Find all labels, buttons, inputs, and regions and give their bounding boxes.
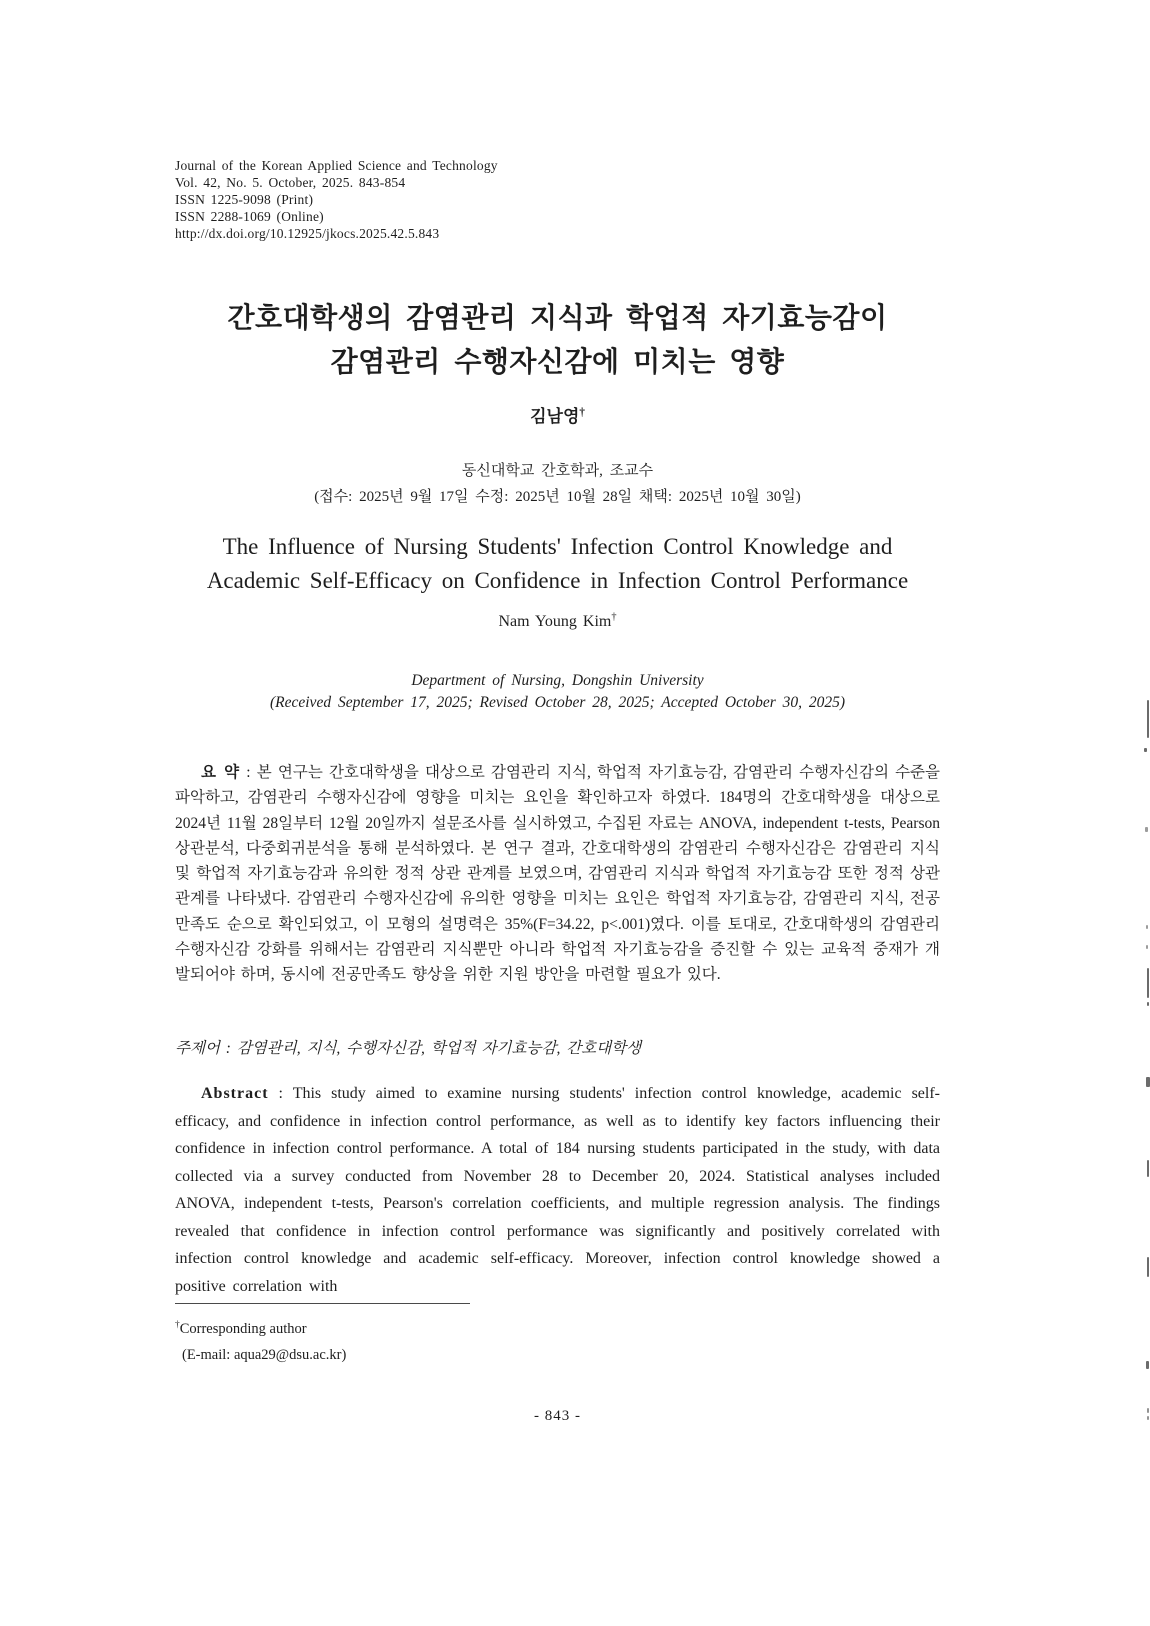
korean-abstract <box>175 760 940 988</box>
korean-dates-line: (접수: 2025년 9월 17일 수정: 2025년 10월 28일 채택: 2025년 10월 30일) <box>314 489 801 505</box>
korean-abstract-separator: : <box>240 764 257 781</box>
corresponding-author-line <box>175 1316 940 1342</box>
korean-title-line1: 간호대학생의 감염관리 지식과 학업적 자기효능감이 <box>227 303 888 334</box>
journal-issn-print-line: ISSN 1225-9098 (Print) <box>175 192 314 207</box>
korean-author <box>175 402 940 427</box>
korean-title <box>175 297 940 385</box>
page-number: - 843 - <box>534 1408 581 1424</box>
english-dates-line: (Received September 17, 2025; Revised October 28, 2025; Accepted October 30, 2025) <box>269 694 846 711</box>
scan-edge-artifact <box>1146 925 1149 929</box>
scan-edge-artifact <box>1147 1160 1150 1177</box>
scan-edge-artifact <box>1147 1257 1150 1277</box>
dagger-mark: † <box>579 406 585 419</box>
scan-edge-artifact <box>1147 1002 1150 1006</box>
english-abstract-separator: : <box>268 1085 293 1102</box>
scan-edge-artifact <box>1147 700 1150 738</box>
footnote <box>175 1316 940 1368</box>
english-title-line1: The Influence of Nursing Students' Infection Control Knowledge and <box>222 534 893 559</box>
dagger-mark: † <box>175 1320 180 1331</box>
scan-edge-artifact <box>1145 827 1148 832</box>
scan-edge-artifact <box>1146 945 1149 949</box>
journal-issn-online-line: ISSN 2288-1069 (Online) <box>175 209 324 224</box>
korean-keywords: 주제어 : 감염관리, 지식, 수행자신감, 학업적 자기효능감, 간호대학생 <box>175 1040 642 1057</box>
journal-title-line: Journal of the Korean Applied Science and Technology <box>175 158 498 173</box>
english-title <box>175 530 940 598</box>
corresponding-email-line: (E-mail: aqua29@dsu.ac.kr) <box>182 1347 347 1363</box>
scan-edge-artifact <box>1146 1361 1149 1369</box>
korean-affiliation: 동신대학교 간호학과, 조교수 <box>461 463 654 479</box>
english-abstract-body: This study aimed to examine nursing students' infection control knowledge, academic self-efficacy, and confidence in infection control performance, as well as to identify key factors influencing their confidence in infection control performance. A total of 184 nursing students participated in the study, with data collected via a survey conducted from November 28 to December 20, 2024. Statistical analyses included ANOVA, independent t-tests, Pearson's correlation coefficients, and multiple regression analysis. The findings revealed that confidence in infection control performance was significantly and positively correlated with infection control knowledge and academic self-efficacy. Moreover, infection control knowledge showed a positive correlation with <box>175 1085 940 1295</box>
corresponding-author-text: Corresponding author <box>179 1321 307 1337</box>
journal-volume-line: Vol. 42, No. 5. October, 2025. 843-854 <box>175 175 406 190</box>
english-title-line2: Academic Self-Efficacy on Confidence in Infection Control Performance <box>206 568 909 593</box>
scan-edge-artifact <box>1146 1077 1150 1087</box>
journal-doi-line: http://dx.doi.org/10.12925/jkocs.2025.42.5.843 <box>175 226 440 241</box>
korean-abstract-label: 요 약 <box>201 764 241 781</box>
scan-edge-artifact <box>1147 1416 1150 1420</box>
korean-abstract-body: 본 연구는 간호대학생을 대상으로 감염관리 지식, 학업적 자기효능감, 감염관리 수행자신감의 수준을 파악하고, 감염관리 수행자신감에 영향을 미치는 요인을 확인하고자 하였다. 184명의 간호대학생을 대상으로 2024년 11월 28일부터 12월 20일까지 설문조사를 실시하였고, 수집된 자료는 ANOVA, independent t-tests, Pearson 상관분석, 다중회귀분석을 통해 분석하였다. 본 연구 결과, 간호대학생의 감염관리 수행자신감은 감염관리 지식 및 학업적 자기효능감과 유의한 정적 상관 관계를 보였으며, 감염관리 지식과 학업적 자기효능감 또한 정적 상관 관계를 나타냈다. 감염관리 수행자신감에 유의한 영향을 미치는 요인은 학업적 자기효능감, 감염관리 지식, 전공만족도 순으로 확인되었고, 이 모형의 설명력은 35%(F=34.22, p<.001)였다. 이를 토대로, 간호대학생의 감염관리 수행자신감 강화를 위해서는 감염관리 지식뿐만 아니라 학업적 자기효능감을 증진할 수 있는 교육적 중재가 개발되어야 하며, 동시에 전공만족도 향상을 위한 지원 방안을 마련할 필요가 있다. <box>175 764 940 984</box>
english-affiliation: Department of Nursing, Dongshin University <box>411 672 704 689</box>
journal-header <box>175 157 940 242</box>
korean-author-name: 김남영 <box>530 407 580 426</box>
scan-edge-artifact <box>1144 748 1147 752</box>
english-author <box>175 613 940 631</box>
scan-edge-artifact <box>1147 1408 1150 1413</box>
english-abstract-label: Abstract <box>201 1085 269 1102</box>
scan-edge-artifact <box>1147 968 1150 998</box>
korean-title-line2: 감염관리 수행자신감에 미치는 영향 <box>330 347 785 378</box>
footnote-divider <box>175 1303 470 1304</box>
english-author-name: Nam Young Kim <box>498 613 612 630</box>
english-abstract <box>175 1080 940 1300</box>
dagger-mark: † <box>611 611 617 623</box>
